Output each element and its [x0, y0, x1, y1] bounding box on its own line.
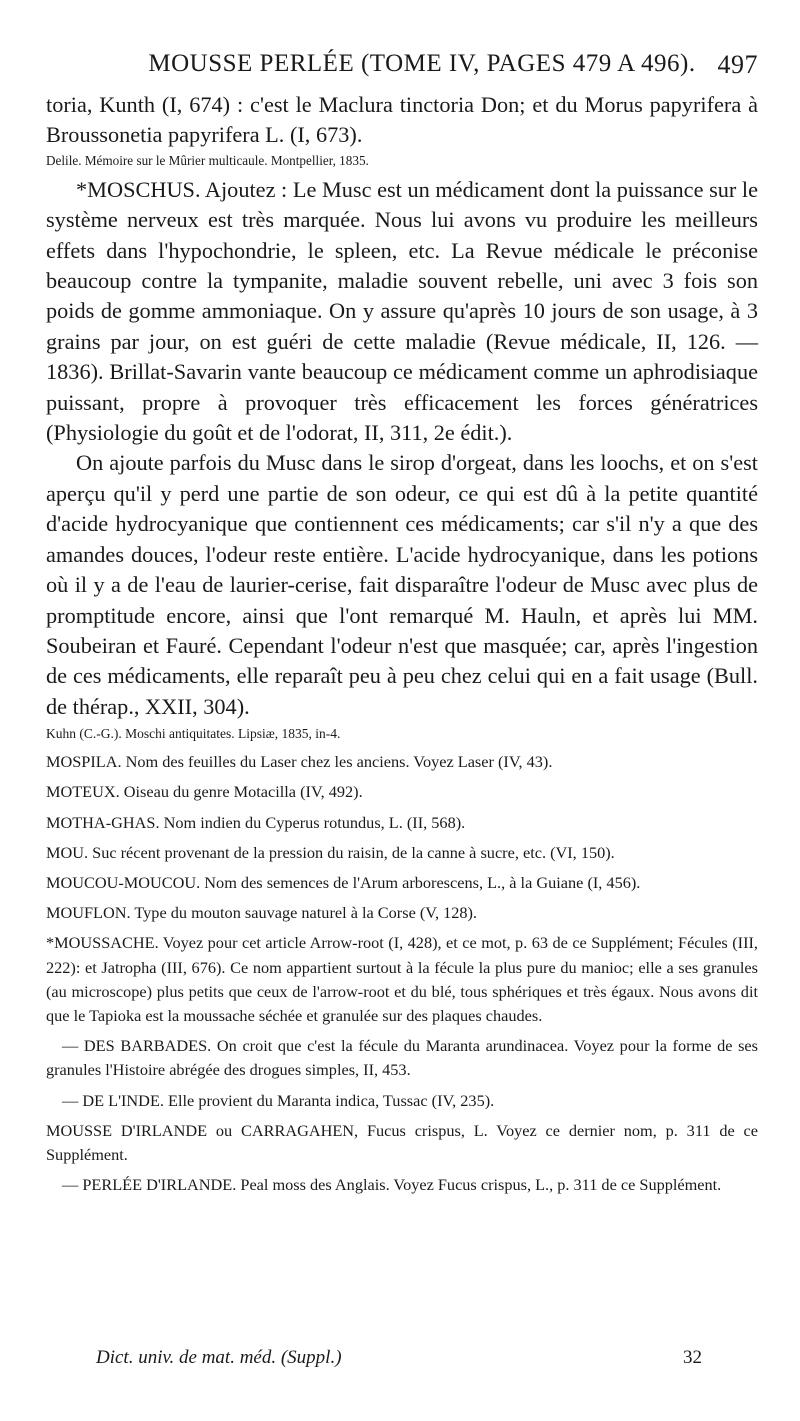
entry-moteux: MOTEUX. Oiseau du genre Motacilla (IV, 492). — [46, 782, 363, 802]
reference-kuhn: Kuhn (C.-G.). Moschi antiquitates. Lipsiæ, 1835, in-4. — [46, 726, 341, 742]
entry-mousse-irlande: MOUSSE D'IRLANDE ou CARRAGAHEN, Fucus crispus, L. Voyez ce dernier nom, p. 311 de ce Supplément. — [46, 1120, 758, 1164]
entry-moussache-inde: — DE L'INDE. Elle provient du Maranta indica, Tussac (IV, 235). — [62, 1090, 495, 1110]
page-number: 497 — [717, 50, 758, 79]
page-footer — [96, 1347, 702, 1369]
entry-moussache: *MOUSSACHE. Voyez pour cet article Arrow-root (I, 428), et ce mot, p. 63 de ce Supplément; Fécules (III, 222): et Jatropha (III, 676). Ce nom appartient surtout à la fécule la plus pure du manioc; elle a ses granules (au microscope) plus petits que ceux de l'arrow-root et du blé, tous sphériques et très égaux. Nous avons dit que le Tapioka est la moussache séchée et granulée sur des plaques chaudes. — [46, 933, 758, 1025]
entry-perlee-irlande: — PERLÉE D'IRLANDE. Peal moss des Anglais. Voyez Fucus crispus, L., p. 311 de ce Supplément. — [62, 1175, 722, 1195]
entry-moucou-moucou: MOUCOU-MOUCOU. Nom des semences de l'Arum arborescens, L., à la Guiane (I, 456). — [46, 872, 641, 892]
entry-moussache-barbades: — DES BARBADES. On croit que c'est la fécule du Maranta arundinacea. Voyez pour la forme de ses granules l'Histoire abrégée des drogues simples, II, 453. — [46, 1036, 758, 1080]
paragraph-musc-orgeat: On ajoute parfois du Musc dans le sirop d'orgeat, dans les loochs, et on s'est aperçu qu'il y perd une partie de son odeur, ce qui est dû à la petite quantité d'acide hydrocyanique que contiennent ces médicaments; car s'il n'y a que des amandes douces, l'odeur reste entière. L'acide hydrocyanique, dans les potions où il y a de l'eau de laurier-cerise, fait disparaître l'odeur de Musc avec plus de promptitude encore, ainsi que l'ont remarqué M. Hauln, et après lui MM. Soubeiran et Fauré. Cependant l'odeur n'est que masquée; car, après l'ingestion de ces médicaments, elle reparaît peu à peu chez celui qui en a fait usage (Bull. de thérap., XXII, 304). — [46, 450, 758, 719]
running-head — [46, 50, 758, 90]
entry-motha-ghas: MOTHA-GHAS. Nom indien du Cyperus rotundus, L. (II, 568). — [46, 812, 466, 832]
footer-title: Dict. univ. de mat. méd. (Suppl.) — [96, 1347, 342, 1368]
running-head-title: MOUSSE PERLÉE (TOME IV, PAGES 479 A 496). — [148, 50, 696, 77]
signature-mark: 32 — [683, 1347, 702, 1368]
entry-mospila: MOSPILA. Nom des feuilles du Laser chez les anciens. Voyez Laser (IV, 43). — [46, 752, 553, 772]
entry-mou: MOU. Suc récent provenant de la pression du raisin, de la canne à sucre, etc. (VI, 150). — [46, 842, 615, 862]
paragraph-moschus: *MOSCHUS. Ajoutez : Le Musc est un médicament dont la puissance sur le système nerveux est très marquée. Nous lui avons vu produire les meilleurs effets dans l'hypochondrie, le spleen, etc. La Revue médicale le préconise beaucoup contre la tympanite, maladie souvent rebelle, uni avec 3 fois son poids de gomme ammoniaque. On y assure qu'après 10 jours de son usage, à 3 grains par jour, on est guéri de cette maladie (Revue médicale, II, 126. — 1836). Brillat-Savarin vante beaucoup ce médicament comme un aphrodisiaque puissant, propre à provoquer très efficacement les forces génératrices (Physiologie du goût et de l'odorat, II, 311, 2e édit.). — [46, 176, 758, 446]
reference-delile: Delile. Mémoire sur le Mûrier multicaule. Montpellier, 1835. — [46, 152, 369, 168]
entry-mouflon: MOUFLON. Type du mouton sauvage naturel à la Corse (V, 128). — [46, 903, 477, 923]
paragraph-maclura: toria, Kunth (I, 674) : c'est le Maclura tinctoria Don; et du Morus papyrifera à Broussonetia papyrifera L. (I, 673). — [46, 92, 758, 148]
